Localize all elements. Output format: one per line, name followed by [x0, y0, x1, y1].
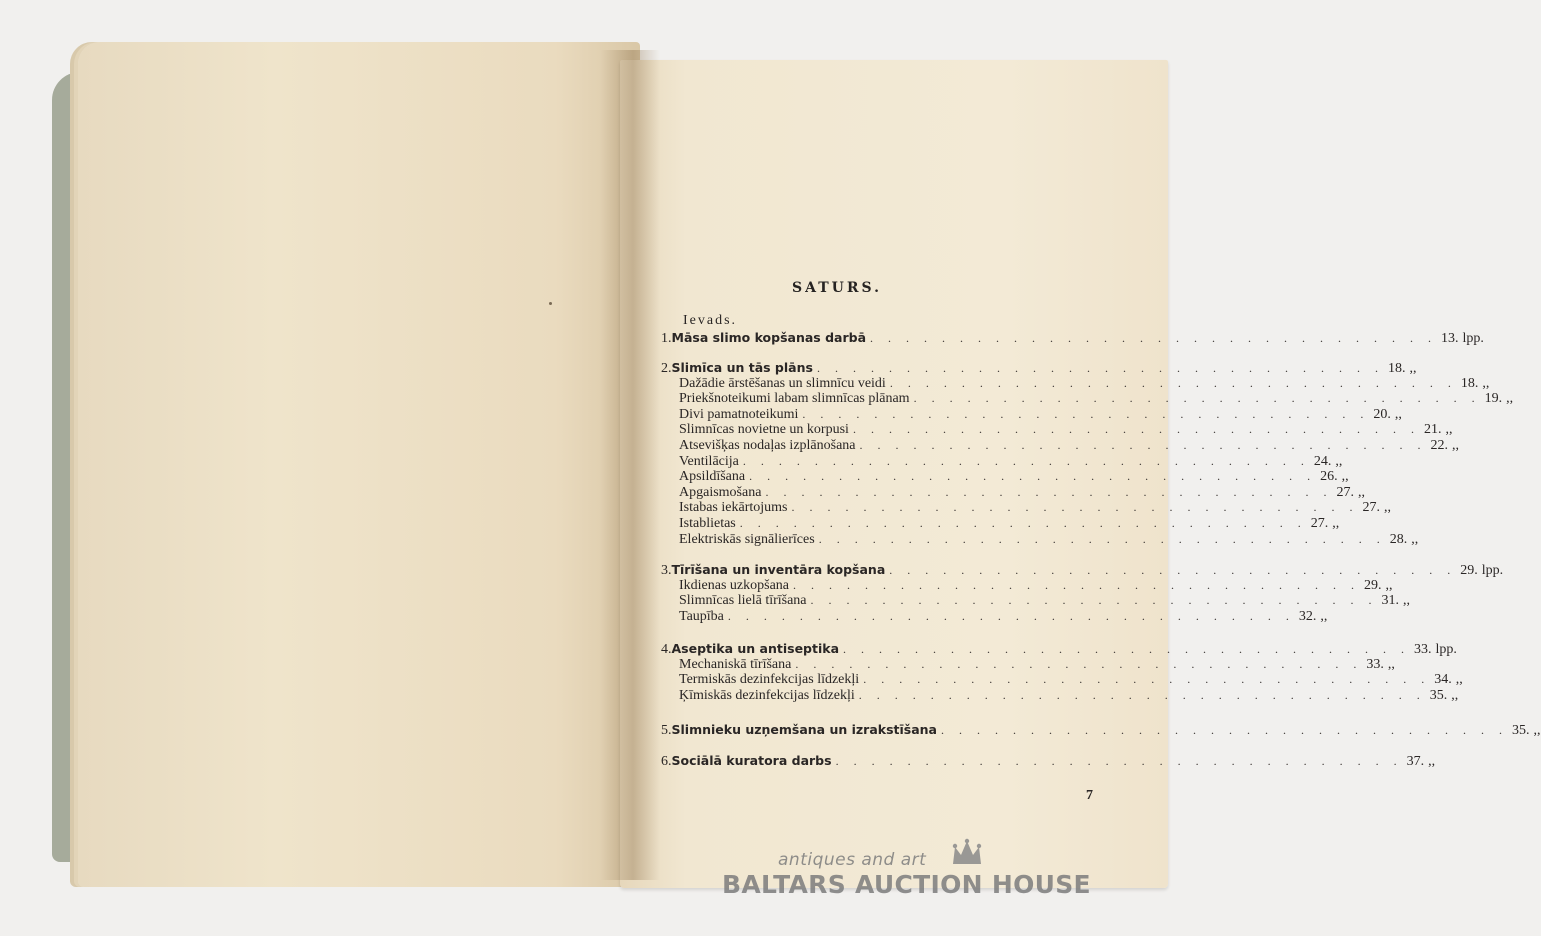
toc-item-title: Elektriskās signālierīces	[679, 531, 815, 547]
toc-section-number: 4.	[661, 642, 672, 657]
toc-item	[679, 672, 1463, 688]
toc-leader-dots: . . . . . . . . . . . . . . . . . . . . . . . . . . . . . . . .	[810, 593, 1378, 608]
toc-leader-dots: . . . . . . . . . . . . . . . . . . . . . . . . . . . . . . . .	[863, 672, 1431, 687]
crown-icon	[950, 838, 984, 868]
toc-item-title: Atsevišķas nodaļas izplānošana	[679, 438, 856, 453]
toc-item-title: Apgaismošana	[679, 484, 762, 500]
toc-leader-dots: . . . . . . . . . . . . . . . . . . . . . . . . . . . . . . . .	[742, 453, 1310, 468]
toc-page-unit: ,,	[1320, 608, 1328, 624]
toc-section-title: Slimnieku uzņemšana un izrakstīšana	[671, 722, 937, 737]
toc-item	[679, 453, 1343, 470]
toc-page-number: 22.	[1430, 438, 1449, 453]
toc-section-number: 1.	[661, 331, 672, 346]
toc-section-title: Māsa slimo kopšanas darbā	[671, 330, 867, 345]
toc-item	[679, 608, 1328, 625]
toc-section-title: Sociālā kuratora darbs	[671, 753, 832, 768]
toc-page-number: 32.	[1298, 608, 1317, 624]
toc-item	[679, 469, 1349, 485]
toc-page-unit: ,,	[1409, 361, 1417, 376]
toc-item	[679, 656, 1395, 673]
toc-page-unit: lpp.	[1462, 331, 1484, 346]
toc-item-title: Dažādie ārstēšanas un slimnīcu veidi	[679, 375, 886, 391]
toc-leader-dots: . . . . . . . . . . . . . . . . . . . . . . . . . . . . . . . .	[727, 608, 1295, 623]
toc-leader-dots: . . . . . . . . . . . . . . . . . . . . . . . . . . . . . . . .	[852, 422, 1420, 437]
toc-page-unit: ,,	[1341, 469, 1349, 485]
page-number: 7	[1086, 788, 1093, 803]
toc-page-number: 20.	[1373, 406, 1391, 422]
toc-section	[661, 562, 1504, 578]
toc-page-unit: ,,	[1387, 656, 1395, 672]
toc-section-number: 6.	[661, 754, 672, 769]
toc-item-title: Istablietas	[679, 516, 736, 531]
toc-section-number: 3.	[661, 563, 672, 578]
toc-section	[661, 753, 1436, 769]
toc-page-number: 29.	[1364, 577, 1382, 593]
toc-page-number: 26.	[1320, 469, 1338, 485]
toc-intro: Ievads.	[683, 313, 738, 328]
toc-section	[661, 722, 1541, 738]
toc-page-number: 21.	[1423, 422, 1442, 438]
toc-page-number: 34.	[1434, 672, 1452, 688]
toc-page-number: 13.	[1441, 331, 1459, 346]
toc-leader-dots: . . . . . . . . . . . . . . . . . . . . . . . . . . . . . . . .	[765, 484, 1333, 499]
toc-section	[661, 360, 1417, 376]
toc-item	[679, 422, 1453, 438]
toc-page-number: 27.	[1362, 500, 1380, 516]
toc-item-title: Priekšnoteikumi labam slimnīcas plānam	[679, 391, 910, 407]
toc-page-unit: ,,	[1383, 500, 1391, 516]
toc-page-unit: ,,	[1411, 531, 1419, 547]
watermark-tagline: antiques and art	[778, 850, 927, 870]
toc-page-unit: ,,	[1385, 577, 1393, 593]
toc-leader-dots: . . . . . . . . . . . . . . . . . . . . . . . . . . . . . . . .	[793, 577, 1361, 592]
toc-page-unit: ,,	[1451, 687, 1459, 703]
toc-item	[679, 687, 1459, 704]
toc-section-title: Tīrīšana un inventāra kopšana	[671, 562, 886, 577]
toc-leader-dots: . . . . . . . . . . . . . . . . . . . . . . . . . . . . . . . .	[816, 361, 1384, 375]
spine-shadow	[600, 50, 660, 880]
toc-page-number: 28.	[1389, 531, 1408, 547]
toc-section-number: 2.	[661, 361, 672, 376]
toc-item-title: Termiskās dezinfekcijas līdzekļi	[679, 672, 860, 688]
toc-page-unit: ,,	[1506, 391, 1514, 407]
toc-page-unit: ,,	[1332, 516, 1340, 531]
toc-item-title: Ķīmiskās dezinfekcijas līdzekļi	[679, 687, 855, 703]
toc-page-number: 19.	[1484, 391, 1503, 407]
toc-page-unit: ,,	[1445, 422, 1453, 438]
toc-item	[679, 375, 1490, 392]
toc-item	[679, 577, 1393, 594]
toc-leader-dots: . . . . . . . . . . . . . . . . . . . . . . . . . . . . . . . .	[791, 500, 1359, 515]
toc-page-unit: ,,	[1452, 438, 1460, 453]
toc-page-number: 29.	[1460, 563, 1478, 578]
toc-page-unit: ,,	[1394, 406, 1402, 422]
toc-item-title: Divi pamatnoteikumi	[679, 406, 799, 422]
toc-section-number: 5.	[661, 723, 672, 738]
toc-leader-dots: . . . . . . . . . . . . . . . . . . . . . . . . . . . . . . . .	[843, 642, 1411, 656]
toc-leader-dots: . . . . . . . . . . . . . . . . . . . . . . . . . . . . . . . .	[889, 375, 1457, 390]
toc-page-unit: ,,	[1335, 453, 1343, 469]
toc-title: SATURS.	[792, 280, 882, 296]
toc-leader-dots: . . . . . . . . . . . . . . . . . . . . . . . . . . . . . . . .	[913, 391, 1481, 406]
toc-item	[679, 391, 1514, 407]
toc-leader-dots: . . . . . . . . . . . . . . . . . . . . . . . . . . . . . . . .	[889, 563, 1457, 577]
paper-speck	[549, 302, 552, 305]
watermark-name: BALTARS AUCTION HOUSE	[722, 870, 1091, 899]
toc-item-title: Apsildīšana	[679, 469, 746, 485]
toc-item	[679, 531, 1419, 548]
toc-leader-dots: . . . . . . . . . . . . . . . . . . . . . . . . . . . . . . . .	[802, 406, 1370, 421]
toc-leader-dots: . . . . . . . . . . . . . . . . . . . . . . . . . . . . . . . .	[739, 516, 1307, 530]
toc-section-title: Slimīca un tās plāns	[671, 360, 813, 375]
toc-leader-dots: . . . . . . . . . . . . . . . . . . . . . . . . . . . . . . . .	[941, 723, 1508, 737]
watermark	[722, 838, 1122, 908]
toc-item-title: Slimnīcas lielā tīrīšana	[679, 593, 807, 609]
toc-item-title: Mechaniskā tīrīšana	[679, 656, 792, 672]
toc-page-number: 33.	[1414, 642, 1432, 657]
toc-page-number: 18.	[1460, 375, 1479, 391]
toc-item	[679, 593, 1411, 609]
toc-page-unit: ,,	[1428, 754, 1436, 769]
toc-leader-dots: . . . . . . . . . . . . . . . . . . . . . . . . . . . . . . . .	[859, 438, 1427, 452]
toc-item	[679, 500, 1391, 516]
toc-section	[661, 330, 1484, 346]
toc-item	[679, 516, 1340, 532]
toc-leader-dots: . . . . . . . . . . . . . . . . . . . . . . . . . . . . . . . .	[870, 331, 1438, 345]
toc-page-unit: ,,	[1403, 593, 1411, 609]
toc-leader-dots: . . . . . . . . . . . . . . . . . . . . . . . . . . . . . . . .	[858, 687, 1426, 702]
toc-section	[661, 641, 1457, 657]
toc-page-number: 27.	[1336, 484, 1354, 500]
toc-leader-dots: . . . . . . . . . . . . . . . . . . . . . . . . . . . . . . . .	[749, 469, 1317, 484]
left-page-blank	[78, 42, 640, 887]
toc-item	[679, 406, 1402, 423]
toc-page-unit: lpp.	[1481, 563, 1504, 578]
toc-leader-dots: . . . . . . . . . . . . . . . . . . . . . . . . . . . . . . . .	[818, 531, 1386, 546]
toc-item-title: Ventilācija	[679, 453, 739, 469]
toc-item-title: Istabas iekārtojums	[679, 500, 788, 516]
toc-page-number: 27.	[1310, 516, 1329, 531]
toc-page-unit: ,,	[1482, 375, 1490, 391]
toc-page-unit: lpp.	[1435, 642, 1457, 657]
toc-item-title: Slimnīcas novietne un korpusi	[679, 422, 849, 438]
toc-page-unit: ,,	[1357, 484, 1365, 500]
toc-section-title: Aseptika un antiseptika	[671, 641, 840, 656]
toc-page-unit: ,,	[1533, 723, 1541, 738]
toc-page-number: 18.	[1387, 361, 1406, 376]
toc-item	[679, 438, 1460, 454]
toc-page-number: 33.	[1366, 656, 1384, 672]
toc-page-number: 37.	[1406, 754, 1425, 769]
toc-leader-dots: . . . . . . . . . . . . . . . . . . . . . . . . . . . . . . . .	[795, 656, 1363, 671]
toc-item	[679, 484, 1365, 501]
toc-item-title: Ikdienas uzkopšana	[679, 577, 790, 593]
toc-page-number: 35.	[1512, 723, 1530, 738]
toc-page-number: 35.	[1429, 687, 1448, 703]
toc-item-title: Taupība	[679, 608, 724, 624]
toc-page-unit: ,,	[1455, 672, 1463, 688]
toc-page-number: 31.	[1381, 593, 1400, 609]
toc-leader-dots: . . . . . . . . . . . . . . . . . . . . . . . . . . . . . . . .	[835, 754, 1403, 768]
toc-page-number: 24.	[1313, 453, 1332, 469]
